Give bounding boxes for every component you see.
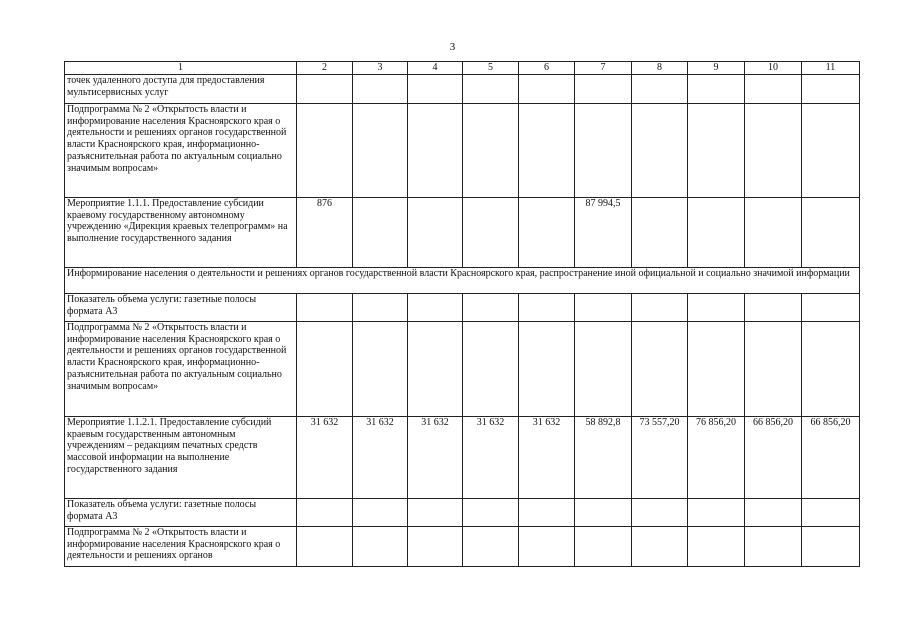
value-cell	[802, 198, 860, 268]
value-cell: 876	[297, 198, 353, 268]
value-cell	[408, 527, 463, 567]
value-cell	[463, 499, 519, 527]
row-label-cell: Подпрограмма № 2 «Открытость власти и информирование населения Красноярского края о деятельности и решениях органов	[65, 527, 297, 567]
value-cell	[297, 104, 353, 198]
value-cell	[802, 294, 860, 322]
column-number-cell: 9	[688, 62, 745, 75]
value-cell	[632, 499, 688, 527]
column-number-cell: 7	[575, 62, 632, 75]
value-cell	[745, 75, 802, 104]
value-cell	[408, 198, 463, 268]
value-cell	[745, 104, 802, 198]
column-number-cell: 10	[745, 62, 802, 75]
budget-table	[64, 61, 860, 567]
section-heading-cell: Информирование населения о деятельности и решениях органов государственной власти Красноярского края, распространение иной официальной и социально значимой информации	[65, 268, 860, 294]
value-cell	[408, 322, 463, 417]
value-cell	[688, 104, 745, 198]
row-label-cell: Подпрограмма № 2 «Открытость власти и информирование населения Красноярского края о деятельности и решениях органов государственной власти Красноярского края, информационно-разъяснительная работа по актуальным социально значимым вопросам»	[65, 322, 297, 417]
value-cell	[519, 104, 575, 198]
value-cell	[575, 322, 632, 417]
value-cell	[408, 75, 463, 104]
row-label-cell: Мероприятие 1.1.2.1. Предоставление субсидий краевым государственным автономным учреждениям – редакциям печатных средств массовой информации на выполнение государственного задания	[65, 417, 297, 499]
table-row	[65, 322, 860, 417]
value-cell	[575, 294, 632, 322]
value-cell	[353, 322, 408, 417]
value-cell: 66 856,20	[745, 417, 802, 499]
value-cell	[745, 198, 802, 268]
value-cell	[745, 294, 802, 322]
value-cell	[519, 322, 575, 417]
value-cell: 31 632	[408, 417, 463, 499]
value-cell	[802, 527, 860, 567]
table-row	[65, 268, 860, 294]
row-label-cell: точек удаленного доступа для предоставления мультисервисных услуг	[65, 75, 297, 104]
value-cell	[353, 527, 408, 567]
row-label-cell: Показатель объема услуги: газетные полосы формата А3	[65, 499, 297, 527]
value-cell	[802, 322, 860, 417]
table-row	[65, 294, 860, 322]
value-cell	[632, 294, 688, 322]
value-cell	[519, 75, 575, 104]
value-cell	[519, 294, 575, 322]
page-number: 3	[449, 41, 456, 53]
value-cell	[463, 75, 519, 104]
column-number-cell: 6	[519, 62, 575, 75]
value-cell	[632, 527, 688, 567]
value-cell	[745, 499, 802, 527]
value-cell	[688, 322, 745, 417]
value-cell	[463, 294, 519, 322]
table-row	[65, 104, 860, 198]
table-row	[65, 417, 860, 499]
value-cell: 31 632	[463, 417, 519, 499]
table-row	[65, 75, 860, 104]
value-cell	[297, 75, 353, 104]
value-cell	[802, 75, 860, 104]
value-cell	[519, 499, 575, 527]
value-cell	[353, 198, 408, 268]
value-cell	[745, 322, 802, 417]
value-cell	[463, 527, 519, 567]
value-cell	[297, 499, 353, 527]
value-cell	[463, 104, 519, 198]
value-cell	[408, 104, 463, 198]
value-cell: 31 632	[297, 417, 353, 499]
value-cell: 73 557,20	[632, 417, 688, 499]
value-cell	[575, 499, 632, 527]
value-cell	[408, 499, 463, 527]
row-label-cell: Показатель объема услуги: газетные полосы формата А3	[65, 294, 297, 322]
value-cell	[688, 294, 745, 322]
table-header-row	[65, 62, 860, 75]
value-cell	[519, 527, 575, 567]
value-cell	[353, 499, 408, 527]
column-number-cell: 4	[408, 62, 463, 75]
table-row	[65, 499, 860, 527]
value-cell	[463, 322, 519, 417]
value-cell	[688, 527, 745, 567]
row-label-cell: Мероприятие 1.1.1. Предоставление субсидии краевому государственному автономному учреждению «Дирекция краевых телепрограмм» на выполнение государственного задания	[65, 198, 297, 268]
value-cell	[519, 198, 575, 268]
value-cell: 31 632	[353, 417, 408, 499]
value-cell: 87 994,5	[575, 198, 632, 268]
value-cell	[632, 322, 688, 417]
value-cell	[632, 104, 688, 198]
table-row	[65, 527, 860, 567]
value-cell	[353, 294, 408, 322]
value-cell	[688, 198, 745, 268]
value-cell	[408, 294, 463, 322]
value-cell: 66 856,20	[802, 417, 860, 499]
value-cell	[802, 104, 860, 198]
value-cell	[297, 527, 353, 567]
column-number-cell: 8	[632, 62, 688, 75]
value-cell	[297, 322, 353, 417]
value-cell	[632, 75, 688, 104]
value-cell	[353, 75, 408, 104]
table-row	[65, 198, 860, 268]
value-cell: 76 856,20	[688, 417, 745, 499]
value-cell	[688, 499, 745, 527]
value-cell	[575, 75, 632, 104]
row-label-cell: Подпрограмма № 2 «Открытость власти и информирование населения Красноярского края о деятельности и решениях органов государственной власти Красноярского края, информационно-разъяснительная работа по актуальным социально значимым вопросам»	[65, 104, 297, 198]
value-cell	[575, 104, 632, 198]
column-number-cell: 5	[463, 62, 519, 75]
value-cell	[688, 75, 745, 104]
column-number-cell: 2	[297, 62, 353, 75]
value-cell	[802, 499, 860, 527]
value-cell	[463, 198, 519, 268]
column-number-cell: 3	[353, 62, 408, 75]
value-cell	[575, 527, 632, 567]
value-cell: 31 632	[519, 417, 575, 499]
value-cell	[353, 104, 408, 198]
value-cell: 58 892,8	[575, 417, 632, 499]
column-number-cell: 11	[802, 62, 860, 75]
value-cell	[297, 294, 353, 322]
value-cell	[745, 527, 802, 567]
column-number-cell: 1	[65, 62, 297, 75]
value-cell	[632, 198, 688, 268]
